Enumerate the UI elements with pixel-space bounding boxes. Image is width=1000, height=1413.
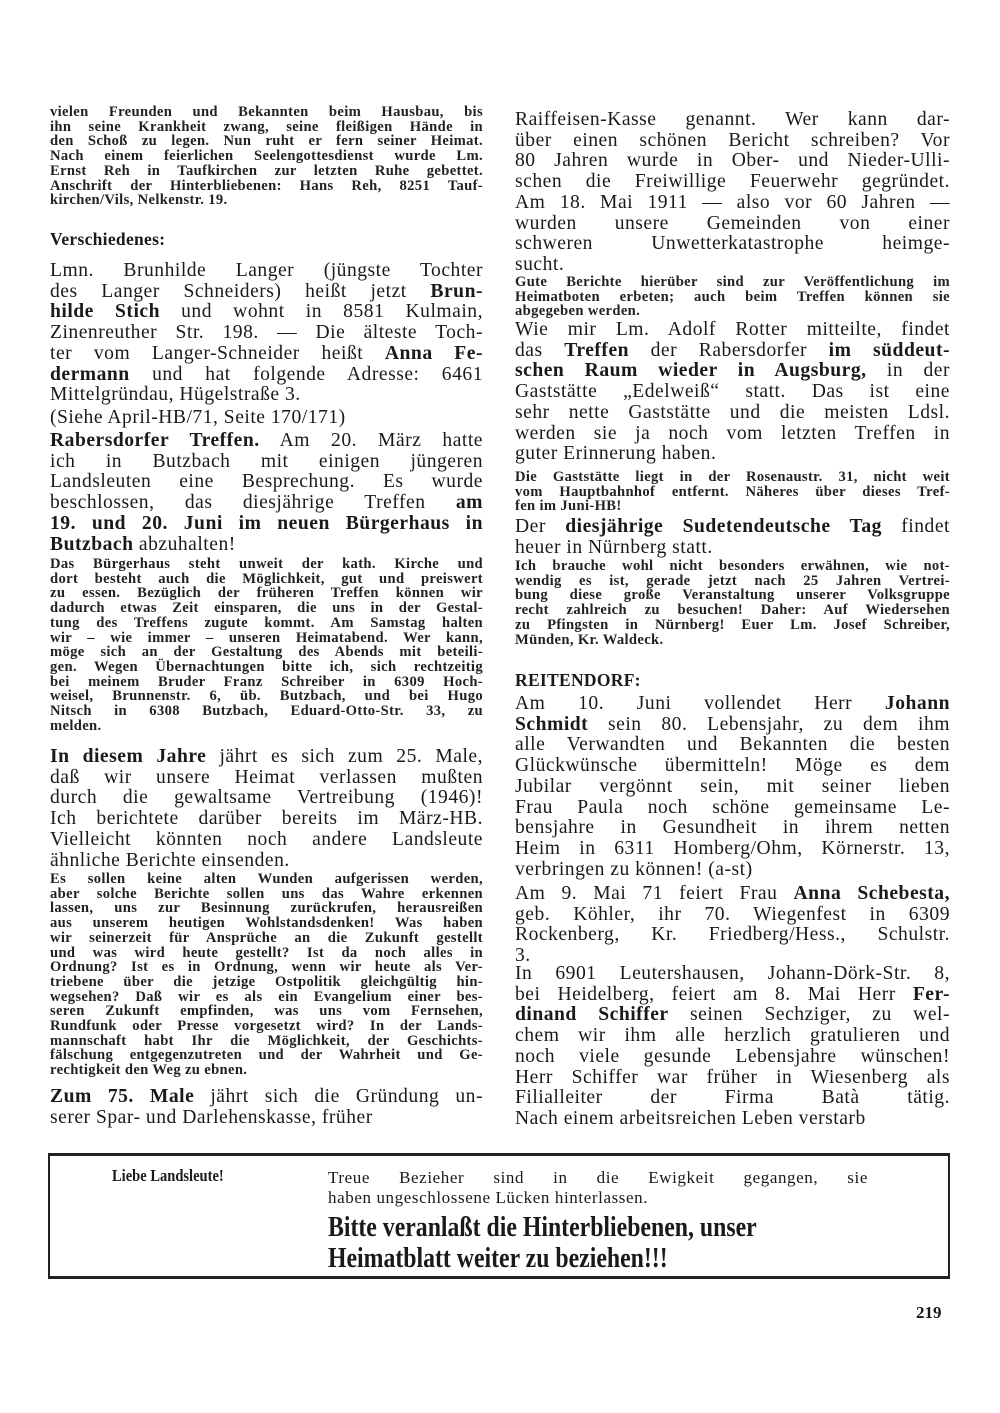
text-segment: seinen Sechziger, zu wel- [668,1004,950,1026]
text-line [50,601,483,616]
text-segment: Rockenberg, Kr. Friedberg/Hess., Schulstr. [515,924,950,946]
text-segment: abzuhalten! [133,533,236,555]
text-segment: Lmn. Brunhilde Langer (jüngste Tochter [50,260,483,281]
text-segment: Am 9. Mai 71 feiert Frau [515,883,794,904]
text-segment: melden. [50,717,102,734]
text-segment: vielen Freunden und Bekannten beim Hausbau, bis [50,104,483,120]
text-segment: heuer in Nürnberg statt. [515,536,713,558]
bold-text: Zum 75. Male [50,1086,195,1107]
text-segment: schen die Freiwillige Feuerwehr gegründet. [515,171,950,193]
text-line [50,586,483,601]
text-line [515,110,950,131]
section-heading-reitendorf: REITENDORF: [515,670,641,690]
text-line [515,131,950,152]
text-segment: aber solche Berichte sollen uns das Wahre erkennen [50,885,483,902]
bold-text: 19. und 20. Juni im neuen Bürgerhaus in [50,512,483,534]
text-segment: gen. Wegen Übernachtungen bitte ich, sich rechtzeitig [50,658,483,675]
text-segment: werden sie ja noch vom letzten Treffen in [515,422,950,444]
text-line [50,535,483,556]
text-line [515,574,950,589]
text-line [50,660,483,675]
text-segment: Jubilar vergönnt sein, mit seiner lieben [515,775,950,797]
text-segment: geb. Köhler, ihr 70. Wiegenfest in 6309 [515,903,950,925]
reflection-paragraph [50,872,483,1078]
text-segment: das [515,339,565,361]
text-line [515,517,950,538]
bold-text: Anna Fe- [384,342,483,364]
right-column [515,0,950,1150]
text-segment: fälschung entgegenzutreten und der Wahrheit und Ge- [50,1047,483,1064]
text-segment: Rundfunk oder Presse vorgesetzt wird? In der Lands- [50,1018,483,1035]
text-segment: ich in Butzbach mit einigen jüngeren [50,450,483,472]
text-line [515,588,950,603]
text-line [515,382,950,403]
bold-text: Treffen [564,339,630,361]
text-line [515,1088,950,1109]
text-segment: Vielleicht könnten noch andere Landsleute [50,828,483,850]
text-line [50,134,483,149]
text-segment: Am 20. März hatte [259,430,483,451]
text-segment: guter Erinnerung haben. [515,443,717,465]
bold-text: In diesem Jahre [50,746,207,767]
text-line [50,1063,483,1078]
bold-text: Anna Schebesta, [793,883,950,904]
text-segment: tung des Treffens zugute kommt. Am Samstag halten [50,614,483,631]
text-segment: wegsehen? Daß wir es als ein Evangelium einer bes- [50,988,483,1005]
text-segment: möge sich an der Gestaltung des Abends mit beteili- [50,644,483,661]
text-segment: wurden unsere Gemeinden von einer [515,212,950,234]
text-line [515,603,950,618]
text-line [50,261,483,282]
bold-text: dermann [50,363,130,385]
text-segment: Ich berichtete darüber bereits im März-HB. [50,808,483,830]
text-segment: In 6901 Leutershausen, Johann-Dörk-Str. 8, [515,963,950,984]
text-segment: Ernst Reh in Taufkirchen zur letzten Ruhe gebettet. [50,162,483,179]
text-segment: Am 18. Mai 1911 — also vor 60 Jahren — [515,191,950,213]
text-line [515,444,950,465]
text-segment: weisel, Brunnenstr. 6, üb. Butzbach, und bei Hugo [50,688,483,705]
text-segment: Mittelgründau, Hügelstraße 3. [50,384,301,406]
text-line [515,925,950,946]
text-segment: ihn seine Krankheit zwang, seine fleißigen Hände in [50,118,483,135]
text-line [50,975,483,990]
text-line [50,514,483,535]
text-segment: dort besteht auch die Möglichkeit, gut und preiswert [50,570,483,587]
text-segment: bensjahre in Gesundheit in ihrem netten [515,817,950,839]
text-line [515,172,950,193]
text-segment: dadurch etwas Zeit einsparen, die uns in der Gestal- [50,600,483,617]
text-segment: Gute Berichte hierüber sind zur Veröffentlichung im [515,274,950,290]
text-line [515,715,950,736]
text-line [50,616,483,631]
text-line [515,839,950,860]
text-segment: alle Verwandten und Bekannten die besten [515,734,950,756]
text-segment: noch viele gesunde Lebensjahre wünschen! [515,1045,950,1067]
text-line [515,884,950,905]
text-segment: ter vom Langer-Schneider heißt [50,342,385,364]
text-line [50,851,483,872]
bold-text: Johann [884,693,950,714]
bold-text: schen Raum wieder in Augsburg, [515,360,867,382]
text-line [50,645,483,660]
text-segment: aus unserem heutigen Wohlstandsdenken! Was haben [50,915,483,932]
text-segment: jährt sich die Gründung un- [194,1086,483,1107]
text-line [50,990,483,1005]
venue-details-paragraph [515,470,950,514]
text-segment: verbringen zu können! (a-st) [515,858,753,880]
text-line [515,151,950,172]
text-line [50,1019,483,1034]
text-segment: bei Heidelberg, feiert am 8. Mai Herr [515,983,913,1005]
text-segment: (Siehe April-HB/71, Seite 170/171) [50,407,346,428]
bold-text: Fer- [912,983,950,1005]
text-segment: Nach einem feierlichen Seelengottesdienst wurde Lm. [50,148,483,165]
text-segment: rechtigkeit den Weg zu ebnen. [50,1062,248,1079]
text-line [50,901,483,916]
birthday-schmidt-paragraph [515,694,950,880]
text-line [515,964,950,985]
birthday-schiffer-paragraph [515,964,950,1130]
text-segment: chem wir ihm alle herzlich gratulieren und [515,1025,950,1047]
text-line [50,704,483,719]
text-segment: Münden, Kr. Waldeck. [515,631,664,648]
text-line [515,193,950,214]
reference-note [50,408,483,429]
text-line [50,120,483,135]
augsburg-meeting-paragraph [515,320,950,465]
text-line [50,1108,483,1129]
text-line [515,499,950,514]
text-line [515,234,950,255]
text-line [50,149,483,164]
text-line [515,275,950,290]
text-line [515,633,950,648]
text-line [515,255,950,276]
text-segment: bei meinem Bruder Franz Schreiber in 6309 Hoch- [50,673,483,690]
text-line [515,485,950,500]
text-segment: und wohnt in 8581 Kulmain, [159,301,483,323]
text-line [515,320,950,341]
text-segment: und hat folgende Adresse: 6461 [129,363,483,385]
text-line [50,931,483,946]
notice-text-line: Treue Bezieher sind in die Ewigkeit gegangen, sie [328,1168,868,1187]
rabersdorf-meeting-paragraph [50,431,483,555]
text-segment: Ordnung? Ist es in Ordnung, wenn wir heute als Ver- [50,959,483,976]
text-line [50,960,483,975]
text-segment: Anschrift der Hinterbliebenen: Hans Reh, 8251 Tauf- [50,177,483,194]
text-segment: sein 80. Lebensjahr, zu dem ihm [588,713,950,735]
text-line [50,631,483,646]
text-line [515,538,950,559]
text-line [515,798,950,819]
text-line [50,887,483,902]
text-segment: vom Hauptbahnhof entfernt. Näheres über dieses Tref- [515,483,950,500]
text-segment: Am 10. Juni vollendet Herr [515,693,885,714]
text-segment: Herr Schiffer war früher in Wiesenberg als [515,1066,950,1088]
text-segment: Heimatboten erbeten; auch beim Treffen können sie [515,288,950,305]
text-segment: über einen schönen Bericht schreiben? Vor [515,129,950,151]
text-line [50,193,483,208]
notice-text-line: haben ungeschlossene Lücken hinterlassen. [328,1188,649,1207]
text-line [515,1068,950,1089]
history-paragraph [515,110,950,276]
left-column [50,0,483,1150]
text-line [515,1047,950,1068]
text-line [50,1034,483,1049]
text-segment: abgegeben werden. [515,303,641,320]
text-line [50,788,483,809]
text-line [50,809,483,830]
text-line [515,214,950,235]
text-line [50,302,483,323]
text-line [515,818,950,839]
text-line [50,385,483,406]
text-line [50,830,483,851]
text-line [515,290,950,305]
text-line [50,452,483,473]
text-segment: Die Gaststätte liegt in der Rosenaustr. 31, nicht weit [515,469,950,485]
text-segment: daß wir unsere Heimat verlassen mußten [50,766,483,788]
text-line [50,282,483,303]
text-line [50,946,483,961]
text-segment: Gaststätte „Edelweiß“ statt. Das ist eine [515,381,950,403]
reports-request-paragraph [515,275,950,319]
name-change-paragraph [50,261,483,406]
text-segment: sucht. [515,253,565,275]
page-number: 219 [916,1303,942,1322]
notice-text [328,1168,868,1208]
text-segment: Raiffeisen-Kasse genannt. Wer kann dar- [515,109,950,130]
text-segment: Zinenreuther Str. 198. — Die älteste Toch- [50,322,483,344]
text-segment: des Langer Schneiders) heißt jetzt [50,280,431,302]
text-line [515,361,950,382]
text-segment: 80 Jahren wurde in Ober- und Nieder-Ulli- [515,150,950,172]
text-line [50,675,483,690]
text-segment: Heim in 6311 Homberg/Ohm, Körnerstr. 13, [515,837,950,859]
birthday-schebesta-paragraph [515,884,950,967]
bold-text: am [455,492,483,514]
text-line [515,694,950,715]
text-segment: Nach einem arbeitsreichen Leben verstarb [515,1107,866,1129]
text-segment: jährt es sich zum 25. Male, [206,746,483,767]
text-line [50,1004,483,1019]
text-segment: Das Bürgerhaus steht unweit der kath. Kirche und [50,556,483,572]
notice-box [48,1153,950,1279]
text-line [515,905,950,926]
text-segment: Wie mir Lm. Adolf Rotter mitteilte, findet [515,319,950,340]
text-segment: Frau Paula noch schöne gemeinsame Le- [515,796,950,818]
anniversary-paragraph [50,747,483,871]
bold-text: hilde Stich [50,301,160,323]
text-line [50,1087,483,1108]
text-line [50,179,483,194]
text-line [50,689,483,704]
notice-label: Liebe Landsleute! [112,1166,224,1185]
text-line [515,777,950,798]
meeting-details-paragraph [50,557,483,733]
bold-text: dinand Schiffer [515,1004,669,1026]
sudetendeutsche-tag-paragraph [515,517,950,558]
text-segment: ähnliche Berichte einsenden. [50,849,290,871]
obituary-paragraph [50,105,483,208]
text-segment: zu essen. Bezüglich der früheren Treffen können wir [50,585,483,602]
text-line [515,470,950,485]
text-line [50,365,483,386]
text-line [50,431,483,452]
text-line [515,1005,950,1026]
notice-appeal [328,1212,757,1274]
bold-text: Rabersdorfer Treffen. [50,430,260,451]
text-line [50,1048,483,1063]
section-heading-verschiedenes: Verschiedenes: [50,229,166,249]
bold-text: Butzbach [50,533,134,555]
text-segment: durch die gewaltsame Vertreibung (1946)! [50,787,483,809]
text-segment: triebene über die jetzige Ostpolitik gleichgültig hin- [50,973,483,990]
text-segment: seren Zukunft empfinden, was uns vom Fernsehen, [50,1003,483,1020]
bold-text: diesjährige Sudetendeutsche Tag [565,516,882,537]
text-segment: sehr nette Gaststätte und die meisten Ldsl. [515,401,950,423]
text-segment: den Schoß zu legen. Nun ruht er fern seiner Heimat. [50,133,483,150]
text-line [515,304,950,319]
text-segment: mannschaft habt Ihr die Möglichkeit, der Geschichts- [50,1032,483,1049]
text-line [515,424,950,445]
text-line [50,408,483,429]
text-line [50,747,483,768]
text-segment: schweren Unwetterkatastrophe heimge- [515,233,950,255]
text-segment: serer Spar- und Darlehenskasse, früher [50,1106,373,1128]
text-segment: lassen, uns zur Besinnung zurückrufen, herausreißen [50,900,483,917]
bold-text: Schmidt [515,713,589,735]
text-line [515,735,950,756]
text-segment: Es sollen keine alten Wunden aufgerissen werden, [50,871,483,887]
text-line [515,985,950,1006]
text-line [50,164,483,179]
notice-appeal-line: Bitte veranlaßt die Hinterbliebenen, unser [328,1211,757,1243]
text-line [515,756,950,777]
text-segment: kirchen/Vils, Nelkenstr. 19. [50,192,228,209]
text-segment: wendig es ist, gerade jetzt nach 25 Jahren Vertrei- [515,572,950,589]
text-line [50,105,483,120]
text-line [50,572,483,587]
text-segment: Nitsch in 6308 Butzbach, Eduard-Otto-Str. 33, zu [50,703,483,720]
notice-appeal-line: Heimatblatt weiter zu beziehen!!! [328,1242,668,1274]
text-segment: wir seinerzeit für Ansprüche an die Zukunft gestellt [50,929,483,946]
text-segment: Landsleuten eine Besprechung. Es wurde [50,471,483,493]
text-segment: Ich brauche wohl nicht besonders erwähnen, wie not- [515,558,950,574]
text-line [50,493,483,514]
text-segment: beschlossen, das diesjährige Treffen [50,492,456,514]
text-segment: in der [866,360,950,382]
text-segment: Filialleiter der Firma Batà tätig. [515,1087,950,1109]
text-line [515,403,950,424]
text-line [50,768,483,789]
text-line [50,719,483,734]
text-line [515,618,950,633]
bold-text: Brun- [430,280,483,302]
text-segment: der Rabersdorfer [629,339,829,361]
text-segment: recht zahlreich zu besuchen! Daher: Auf Wiedersehen [515,602,950,619]
savings-bank-paragraph [50,1087,483,1128]
pentecost-paragraph [515,559,950,647]
bold-text: im süddeut- [828,339,950,361]
text-segment: Der [515,516,566,537]
text-segment: zu Pfingsten in Nürnberg! Euer Lm. Josef Schreiber, [515,616,950,633]
text-line [50,872,483,887]
text-line [50,916,483,931]
text-segment: Glückwünsche übermitteln! Möge es dem [515,755,950,777]
text-line [515,1026,950,1047]
text-line [50,472,483,493]
text-line [515,559,950,574]
text-segment: und was wird heute gestellt? Ist da noch alles in [50,944,483,961]
text-line [50,323,483,344]
text-segment: fen im Juni-HB! [515,498,622,515]
text-line [50,557,483,572]
text-line [50,344,483,365]
text-segment: findet [881,516,950,537]
text-segment: 3. [515,945,531,967]
text-line [515,1109,950,1130]
text-line [515,860,950,881]
text-segment: bung diese große Veranstaltung unserer Volksgruppe [515,587,950,604]
text-segment: wir – wie immer – unseren Heimatabend. Wer kann, [50,629,483,646]
text-line [515,341,950,362]
